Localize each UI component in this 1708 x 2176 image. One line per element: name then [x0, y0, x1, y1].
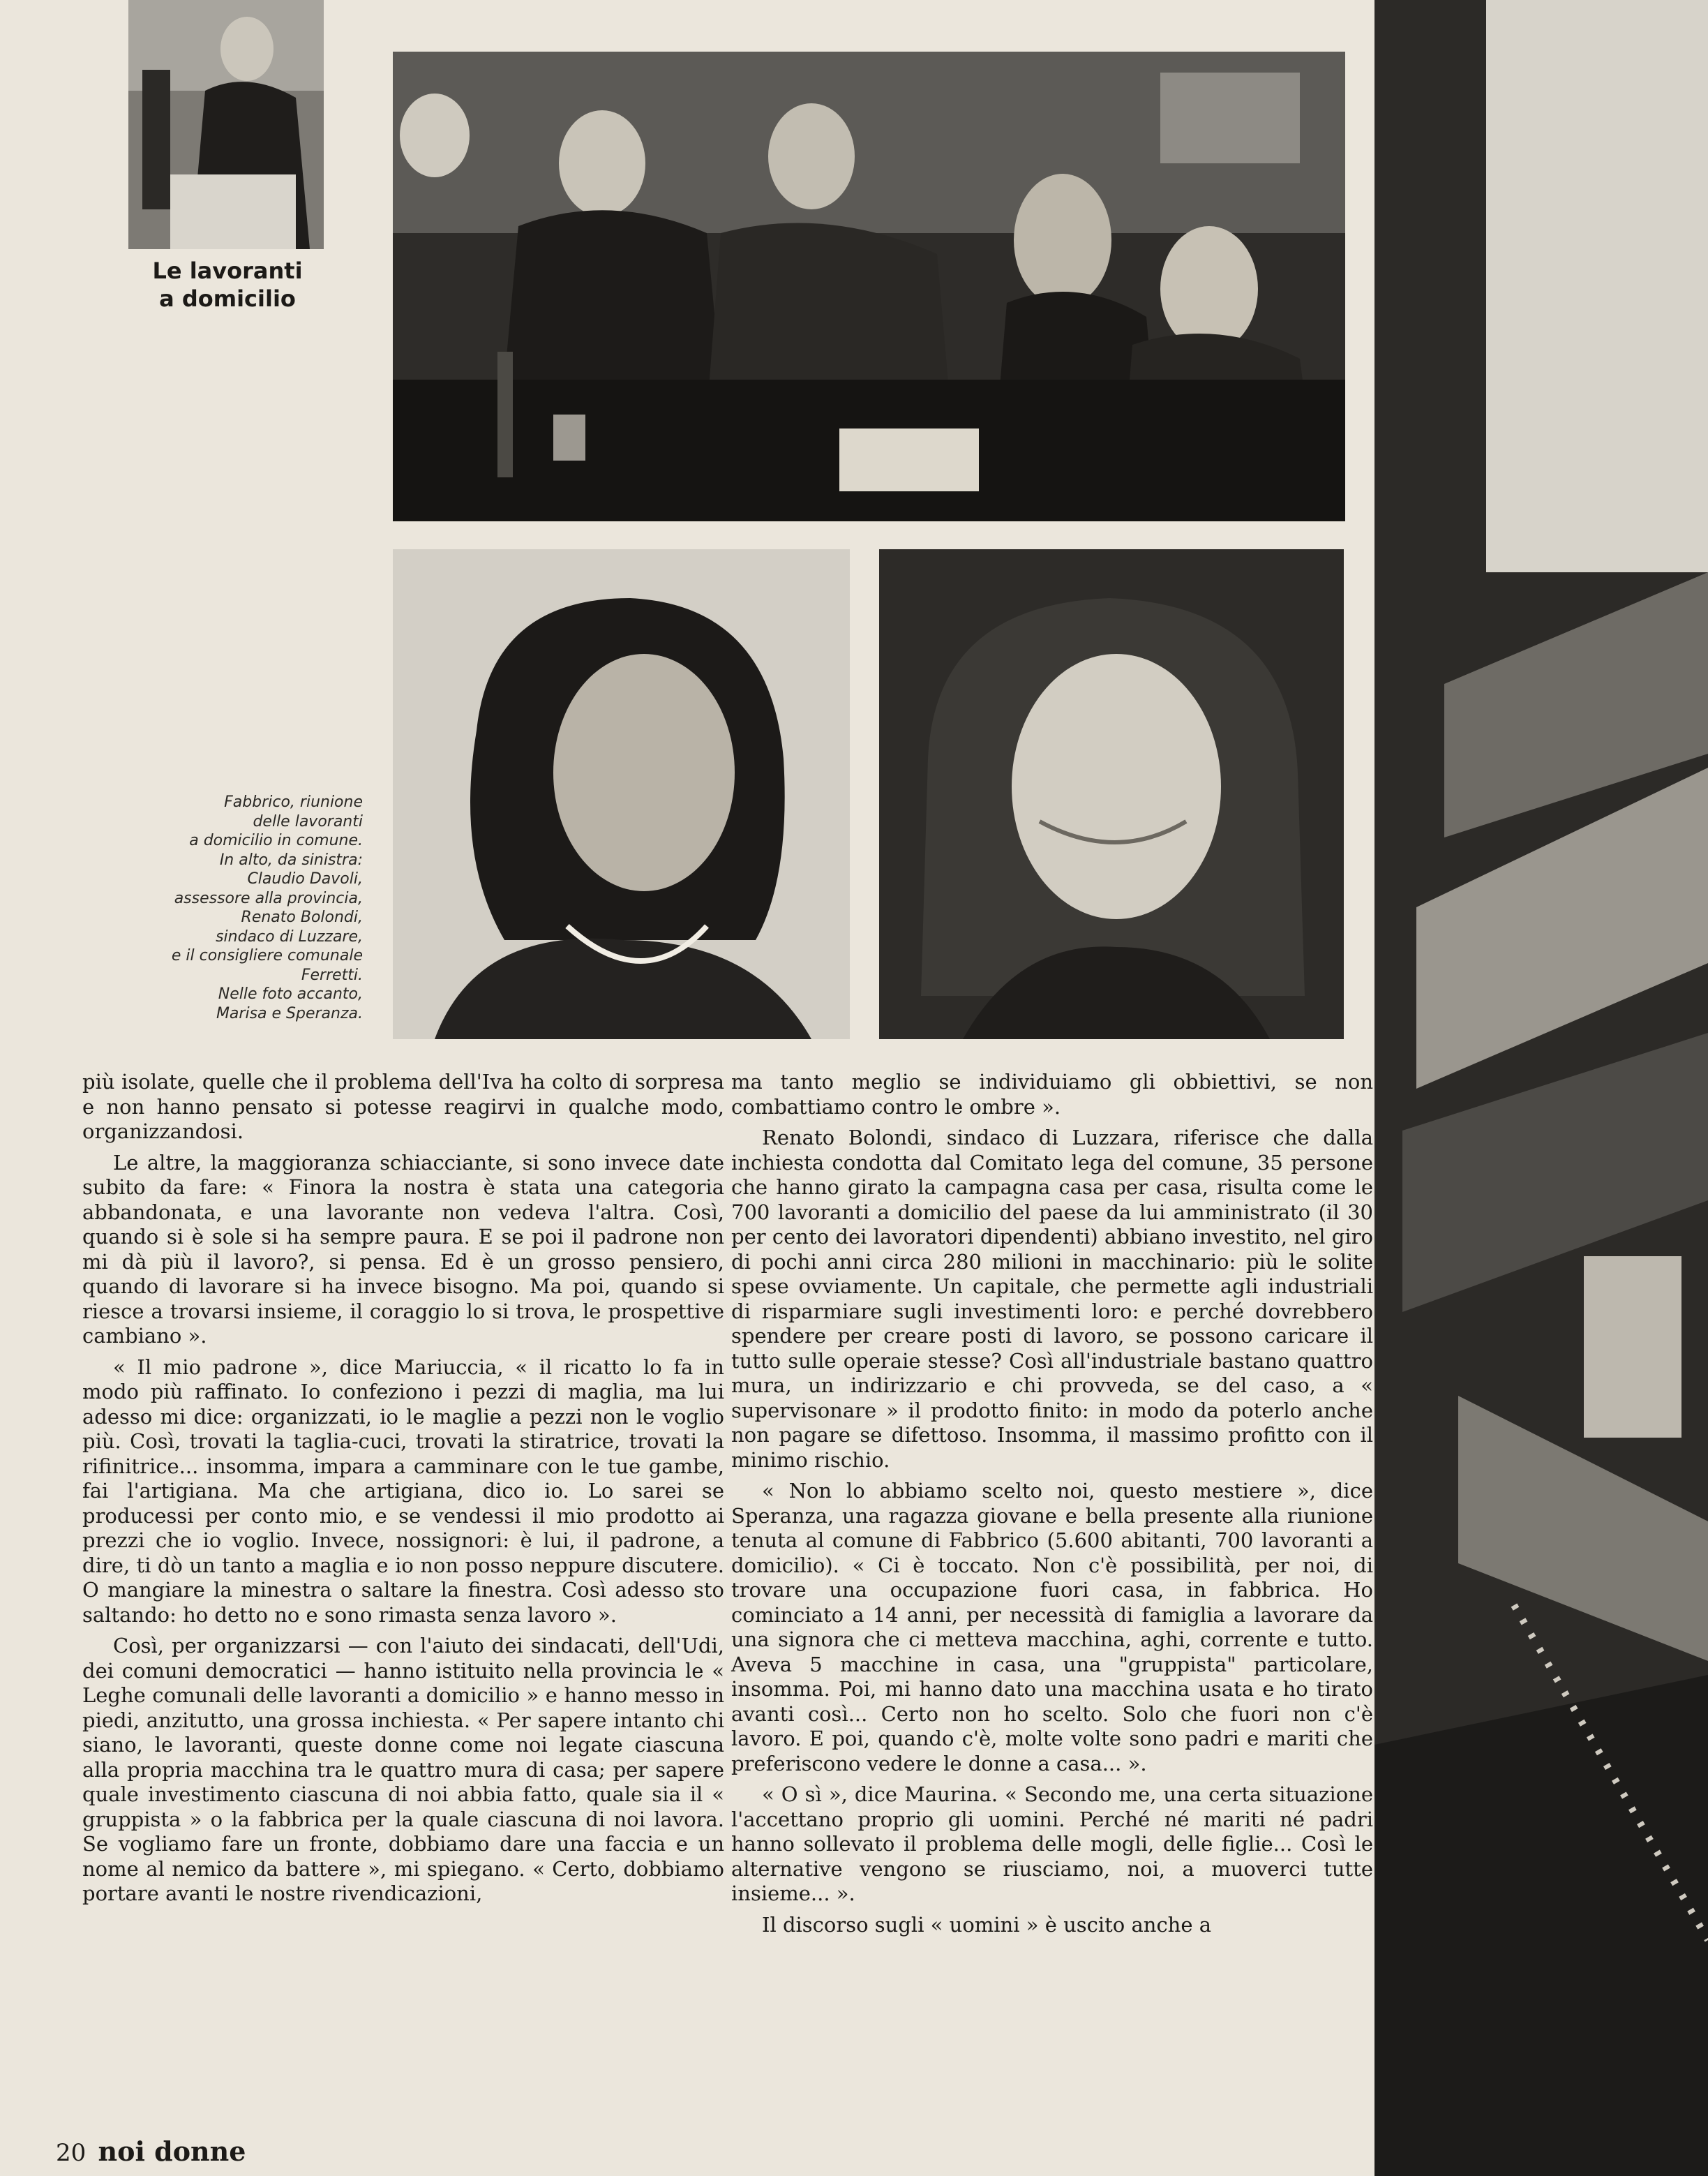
photo-meeting: [393, 52, 1345, 521]
caption-side-line: Fabbrico, riunione: [224, 793, 363, 811]
caption-side-line: Renato Bolondi,: [241, 909, 363, 926]
caption-side-line: e il consigliere comunale: [171, 947, 363, 964]
paragraph: Renato Bolondi, sindaco di Luzzara, riferisce che dalla inchiesta condotta dal Comitato lega del comune, 35 persone che hanno girato la campagna casa per casa, risulta come le 700 lavoranti a domicilio del paese da lui amministrato (il 30 per cento dei lavoratori dipendenti) abbiano investito, nel giro di pochi anni circa 280 milioni in macchinario: più le solite spese ovviamente. Un capitale, che permette agli industriali di risparmiare sugli investimenti loro: e perché dovrebbero spendere per creare posti di lavoro, se possono caricare il tutto sulle operaie stesse? Così all'industriale bastano quattro mura, un indirizzario e chi provveda, se del caso, a « supervisonare » il prodotto finito: in modo da poterlo anche non pagare se difettoso. Insomma, il massimo profitto con il minimo rischio.: [731, 1126, 1373, 1472]
photo-typist: [128, 0, 324, 249]
caption-side-line: Marisa e Speranza.: [216, 1004, 363, 1022]
paragraph: « O sì », dice Maurina. « Secondo me, una certa situazione l'accettano proprio gli uomini. Perché né mariti né padri hanno sollevato il problema delle mogli, delle figlie... Così le alternative vengono se riusciamo, noi, a muoverci tutte insieme... ».: [731, 1782, 1373, 1905]
page-number: 20: [56, 2139, 87, 2167]
caption-side-line: assessore alla provincia,: [174, 889, 363, 907]
photo-speranza: [879, 549, 1344, 1039]
magazine-name: noi donne: [98, 2136, 246, 2167]
caption-side-line: a domicilio in comune.: [189, 832, 363, 849]
caption-side-line: In alto, da sinistra:: [219, 851, 363, 869]
caption-side-line: Nelle foto accanto,: [218, 985, 363, 1003]
article-column-right: [731, 1070, 1373, 1937]
paragraph: Così, per organizzarsi — con l'aiuto dei sindacati, dell'Udi, dei comuni democratici — hanno istituito nella provincia le « Leghe comunali delle lavoranti a domicilio » e hanno messo in piedi, anzitutto, una grossa inchiesta. « Per sapere intanto chi siano, le lavoranti, queste donne come noi legate ciascuna alla propria macchina tra le quattro mura di casa; per sapere quale investimento ciascuna di noi abbia fatto, quale sia il « gruppista » o la fabbrica per la quale ciascuna di noi lavora. Se vogliamo fare un fronte, dobbiamo dare una faccia e un nome al nemico da battere », mi spiegano. « Certo, dobbiamo portare avanti le nostre rivendicazioni,: [82, 1634, 724, 1905]
paragraph: Le altre, la maggioranza schiacciante, si sono invece date subito da fare: « Finora la nostra è stata una categoria abbandonata, e una lavorante non vedeva l'altra. Così, quando si è sole si ha sempre paura. E se poi il padrone non mi dà più il lavoro?, si pensa. Ed è un grosso pensiero, quando di lavorare si ha invece bisogno. Ma poi, quando si riesce a trovarsi insieme, il coraggio lo si trova, le prospettive cambiano ».: [82, 1150, 724, 1348]
paragraph: ma tanto meglio se individuiamo gli obbiettivi, se non combattiamo contro le ombre ».: [731, 1070, 1373, 1119]
caption-top: [133, 257, 322, 313]
photo-knitting-machine: [1374, 0, 1708, 2176]
caption-side-line: sindaco di Luzzare,: [216, 927, 363, 946]
caption-top-line: a domicilio: [159, 285, 296, 312]
caption-side-line: delle lavoranti: [253, 812, 363, 830]
page-footer: [56, 2136, 246, 2167]
paragraph: più isolate, quelle che il problema dell'Iva ha colto di sorpresa e non hanno pensato si potesse reagirvi in qualche modo, organizzandosi.: [82, 1070, 724, 1143]
photo-marisa: [393, 549, 850, 1039]
paragraph: « Non lo abbiamo scelto noi, questo mestiere », dice Speranza, una ragazza giovane e bella presente alla riunione tenuta al comune di Fabbrico (5.600 abitanti, 700 lavoranti a domicilio). « Ci è toccato. Non c'è possibilità, per noi, di trovare una occupazione fuori casa, in fabbrica. Ho cominciato a 14 anni, per necessità di famiglia a lavorare da una signora che ci metteva macchina, aghi, corrente e tutto. Aveva 5 macchine in casa, una "gruppista" particolare, insomma. Poi, mi hanno dato una macchina usata e ho tirato avanti così... Certo non ho scelto. Solo che fuori non c'è lavoro. E poi, quando c'è, molte volte sono padri e mariti che preferiscono vedere le donne a casa... ».: [731, 1479, 1373, 1775]
caption-top-line: Le lavoranti: [152, 258, 303, 284]
article-column-left: [82, 1070, 724, 1907]
caption-side-line: Ferretti.: [301, 966, 363, 984]
paragraph: Il discorso sugli « uomini » è uscito anche a: [762, 1912, 1212, 1937]
paragraph: « Il mio padrone », dice Mariuccia, « il ricatto lo fa in modo più raffinato. Io confeziono i pezzi di maglia, ma lui adesso mi dice: organizzati, io le maglie a pezzi non le voglio più. Così, trovati la taglia-cuci, trovati la stiratrice, trovati la rifinitrice... insomma, impara a camminare con le tue gambe, fai l'artigiana. Ma che artigiana, dico io. Lo sarei se producessi per conto mio, e se vendessi il mio prodotto ai prezzi che io voglio. Invece, nossignori: è lui, il padrone, a dire, ti dò un tanto a maglia e io non posso neppure discutere. O mangiare la minestra o saltare la finestra. Così adesso sto saltando: ho detto no e sono rimasta senza lavoro ».: [82, 1355, 724, 1627]
caption-side: [126, 793, 363, 1023]
caption-side-line: Claudio Davoli,: [247, 870, 363, 888]
